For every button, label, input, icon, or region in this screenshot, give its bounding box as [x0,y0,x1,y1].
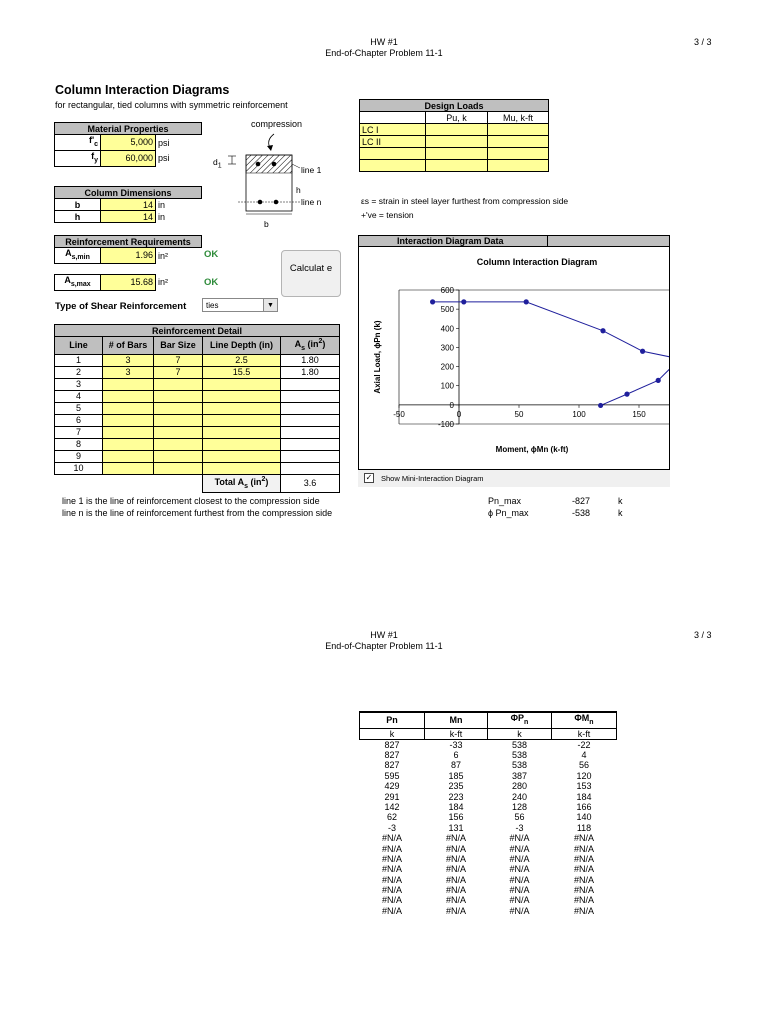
pn-cell: 595 [384,770,400,781]
phi-pn-cell: 280 [511,781,528,792]
mn-cell: 235 [448,781,464,792]
shear-label: Type of Shear Reinforcement [55,301,187,312]
total-as-value: 3.6 [281,474,340,492]
phi-pn-cell: #N/A [509,885,530,896]
bar-size-input[interactable] [154,402,203,414]
y-tick-label: 200 [440,362,454,372]
asmin-value: 1.96 [101,248,156,264]
shear-type-value: ties [206,301,219,310]
bars-input[interactable] [103,402,154,414]
table-row [360,864,617,874]
as-value: 1.80 [281,354,340,366]
reinf-row [55,378,340,390]
pn-cell: 291 [384,791,400,802]
y-tick-label: 400 [440,324,454,334]
bars-input[interactable] [103,462,154,474]
unit-phi-mn: k-ft [552,728,617,739]
phi-pn-cell: 538 [511,749,528,760]
bar-size-input[interactable] [154,438,203,450]
y-tick-label: -100 [437,420,454,429]
table-row [360,781,617,791]
sketch-compression-label: compression [251,119,303,129]
header-title: HW #1 [370,37,398,47]
page-subtitle: for rectangular, tied columns with symmetric reinforcement [55,100,288,110]
lc-label[interactable]: LC I [360,124,426,136]
reinf-line-number: 4 [55,390,103,402]
phi-pn-max-unit: k [618,508,623,518]
mn-cell: 6 [453,749,459,760]
as-value [281,402,340,414]
bars-input[interactable] [103,450,154,462]
mn-cell: 156 [448,812,464,823]
interaction-chart [359,248,669,468]
as-value [281,426,340,438]
phi-mn-cell: 184 [576,791,592,802]
reinf-row [55,462,340,474]
design-loads-heading: Design Loads [360,100,549,112]
mn-cell: #N/A [445,833,466,844]
asmax-ok-status: OK [204,277,219,288]
reinf-line-number: 7 [55,426,103,438]
pn-cell: 429 [384,781,400,792]
as-value [281,414,340,426]
fy-unit: psi [158,153,170,164]
x-axis-label: Moment, ϕMn (k-ft) [495,445,569,454]
mn-cell: 131 [448,822,464,833]
unit-phi-pn: k [488,728,552,739]
mn-cell: #N/A [445,905,466,916]
table-row [360,906,617,916]
sketch-line1-label: line 1 [301,165,322,175]
sketch-b-label: b [264,219,269,229]
b-label: b [55,199,101,211]
pn-cell: #N/A [381,905,402,916]
phi-mn-cell: #N/A [573,895,594,906]
table-row [360,791,617,801]
h-label: h [55,211,101,223]
dims-heading: Column Dimensions [55,187,202,199]
bar-size-input[interactable] [154,426,203,438]
mn-cell: #N/A [445,843,466,854]
page-number-page2: 3 / 3 [694,630,712,640]
col-bars: # of Bars [103,337,154,355]
mn-cell: #N/A [445,864,466,875]
lc-mu-input[interactable] [488,136,549,148]
col-phi-pn: $\Phi P_n$ [488,712,552,728]
phi-mn-cell: #N/A [573,905,594,916]
table-row [360,750,617,760]
mini-diagram-label: Show Mini-Interaction Diagram [381,474,484,483]
reinforcement-detail-table [54,324,340,493]
x-tick-label: -50 [393,409,405,419]
pn-cell: 827 [384,760,400,771]
line-depth-input[interactable] [203,390,281,402]
phi-pn-cell: 56 [514,812,525,823]
line-depth-input[interactable] [203,378,281,390]
lc-pu-input[interactable] [426,136,488,148]
phi-pn-max-value: -538 [572,508,591,518]
y-tick-label: 0 [449,400,454,410]
table-row [360,802,617,812]
rebar-top-left [256,162,261,167]
reinf-row [55,390,340,402]
y-tick-label: 100 [440,381,454,391]
col-phi-mn: $\Phi M_n$ [552,712,617,728]
as-value: 1.80 [281,366,340,378]
x-tick-label: 0 [456,409,462,419]
phi-pn-cell: #N/A [509,905,530,916]
table-row [360,854,617,864]
phi-mn-cell: 120 [576,770,592,781]
phi-pn-cell: #N/A [509,864,530,875]
phi-pn-cell: -3 [515,822,524,833]
pn-cell: 62 [386,812,397,823]
phi-mn-cell: #N/A [573,843,594,854]
bar-size-input[interactable] [154,462,203,474]
page-number: 3 / 3 [694,37,712,47]
bar-size-input[interactable]: 7 [154,366,203,378]
col-as: $A_s$ $(in^2)$ [281,337,340,355]
design-loads-table [359,99,549,172]
table-row [360,843,617,853]
reinf-row [55,414,340,426]
note-line1: line 1 is the line of reinforcement closest to the compression side [62,496,320,506]
mn-cell: #N/A [445,874,466,885]
reinf-row [55,402,340,414]
x-tick-label: 50 [514,409,524,419]
chevron-down-icon[interactable]: ▼ [263,299,277,311]
series-line [433,302,669,359]
sketch-h-label: h [296,185,301,195]
col-mu: Mu, k-ft [488,112,549,124]
asmin-unit: in² [158,250,169,261]
bar-size-input[interactable] [154,450,203,462]
lc-mu-input[interactable] [488,160,549,172]
table-row [360,823,617,833]
reinf-req-heading: Reinforcement Requirements [55,236,202,248]
phi-mn-cell: #N/A [573,874,594,885]
table-row [360,833,617,843]
line-depth-input[interactable] [203,426,281,438]
mn-cell: 223 [448,791,464,802]
reinf-line-number: 6 [55,414,103,426]
table-row [360,739,617,750]
sketch-linen-label: line n [301,197,322,207]
tension-note: +'ve = tension [361,210,414,220]
line-depth-input[interactable] [203,414,281,426]
col-pn: Pn [360,712,425,728]
lc-label[interactable] [360,160,426,172]
reinf-row [55,438,340,450]
pn-cell: #N/A [381,833,402,844]
note-linen: line n is the line of reinforcement furthest from the compression side [62,508,333,518]
reinf-line-number: 8 [55,438,103,450]
pn-cell: 142 [384,801,400,812]
line-depth-input[interactable]: 2.5 [203,354,281,366]
header-problem: End-of-Chapter Problem 11-1 [325,48,443,58]
reinforcement-requirements-table [54,235,202,264]
data-point [461,299,466,304]
lc-pu-input[interactable] [426,160,488,172]
bars-input[interactable] [103,390,154,402]
pn-cell: #N/A [381,874,402,885]
rebar-top-right [272,162,277,167]
pn-cell: 827 [384,739,400,750]
bars-input[interactable] [103,426,154,438]
pn-cell: -3 [387,822,396,833]
reinf-row [55,354,340,366]
fy-label: $f_y$ [55,150,101,166]
phi-mn-cell: #N/A [573,833,594,844]
line-depth-input[interactable] [203,438,281,450]
reinf-line-number: 5 [55,402,103,414]
reinf-line-number: 10 [55,462,103,474]
table-row [360,771,617,781]
pn-cell: #N/A [381,843,402,854]
column-section-sketch [208,130,358,230]
page-title: Column Interaction Diagrams [55,83,230,97]
mn-cell: -33 [449,739,463,750]
phi-mn-cell: -22 [577,739,591,750]
asmax-unit: in² [158,277,169,288]
table-row [360,885,617,895]
compression-zone [246,155,292,173]
phi-pn-cell: 387 [511,770,528,781]
phi-pn-cell: #N/A [509,843,530,854]
design-loads-blank-header [360,112,426,124]
as-value [281,438,340,450]
material-properties-table [54,122,202,167]
phi-pn-cell: #N/A [509,874,530,885]
chart-title: Column Interaction Diagram [476,257,598,267]
h-input[interactable]: 14 [101,211,156,223]
phi-mn-cell: #N/A [573,853,594,864]
h-unit: in [158,211,166,222]
data-point [430,299,435,304]
column-dimensions-table [54,186,202,223]
header-title-page2: HW #1 [370,630,398,640]
bars-input[interactable] [103,414,154,426]
phi-pn-cell: #N/A [509,833,530,844]
lc-pu-input[interactable] [426,148,488,160]
table-row [360,895,617,905]
mn-cell: #N/A [445,853,466,864]
col-pu: Pu, k [426,112,488,124]
phi-pn-cell: #N/A [509,853,530,864]
bar-size-input[interactable] [154,378,203,390]
phi-mn-cell: 166 [576,801,592,812]
phi-mn-cell: 153 [576,781,592,792]
phi-mn-cell: 118 [576,822,592,833]
asmin-ok-status: OK [204,249,219,260]
table-row [360,874,617,884]
strain-note: εs = strain in steel layer furthest from compression side [361,196,569,206]
lc-label[interactable] [360,148,426,160]
fc-unit: psi [158,137,170,148]
phi-mn-cell: 4 [581,749,587,760]
data-point [598,403,603,408]
col-line: Line [55,337,103,355]
phi-mn-cell: #N/A [573,864,594,875]
phi-pn-cell: 128 [511,801,528,812]
data-point [640,349,645,354]
phi-pn-cell: #N/A [509,895,530,906]
phi-pn-cell: 240 [511,791,528,802]
bars-input[interactable]: 3 [103,366,154,378]
mn-cell: #N/A [445,885,466,896]
reinf-line-number: 2 [55,366,103,378]
as-value [281,462,340,474]
shear-type-select[interactable] [202,298,278,312]
table-row [360,812,617,822]
reinf-line-number: 1 [55,354,103,366]
data-point [600,328,605,333]
phi-pn-cell: 538 [511,739,528,750]
x-tick-label: 150 [632,409,646,419]
line-depth-input[interactable]: 15.5 [203,366,281,378]
phi-pn-max-label: ϕ Pn_max [488,508,529,518]
reinf-row [55,366,340,378]
mini-diagram-checkbox[interactable]: ✓ [365,473,373,482]
line-depth-input[interactable] [203,402,281,414]
col-bar-size: Bar Size [154,337,203,355]
data-point [524,299,529,304]
pn-cell: #N/A [381,853,402,864]
phi-mn-cell: 56 [578,760,589,771]
col-mn: Mn [425,712,488,728]
fy-input[interactable]: 60,000 [101,150,156,166]
calculate-button[interactable]: Calculat e [281,250,341,297]
sketch-d1-label: $d_1$ [213,157,222,170]
b-unit: in [158,199,166,210]
pn-cell: 827 [384,749,400,760]
lc-mu-input[interactable] [488,148,549,160]
total-as-label: Total $A_s$ $(in^2)$ [203,474,281,492]
table-row [360,760,617,770]
phi-mn-cell: #N/A [573,885,594,896]
phi-mn-cell: 140 [576,812,592,823]
reinf-row [55,450,340,462]
fc-input[interactable]: 5,000 [101,135,156,151]
pn-cell: #N/A [381,895,402,906]
unit-pn: k [360,728,425,739]
unit-mn: k-ft [425,728,488,739]
y-tick-label: 500 [440,305,454,315]
bars-input[interactable]: 3 [103,354,154,366]
chart-panel-heading: Interaction Diagram Data [358,235,670,247]
as-value [281,390,340,402]
lc-mu-input[interactable] [488,124,549,136]
col-line-depth: Line Depth (in) [203,337,281,355]
reinf-row [55,426,340,438]
data-point [656,378,661,383]
reinf-line-number: 9 [55,450,103,462]
pn-cell: #N/A [381,885,402,896]
mn-cell: 185 [448,770,464,781]
interaction-data-table [359,711,617,916]
asmax-table [54,274,202,291]
pn-max-value: -827 [572,496,591,506]
pn-max-label: Pn_max [488,496,522,506]
asmax-label: $A_{s,max}$ [55,275,101,291]
lc-pu-input[interactable] [426,124,488,136]
bars-input[interactable] [103,438,154,450]
lc-label[interactable]: LC II [360,136,426,148]
b-input[interactable]: 14 [101,199,156,211]
mn-cell: 87 [450,760,461,771]
reinf-line-number: 3 [55,378,103,390]
bar-size-input[interactable] [154,390,203,402]
reinf-detail-heading: Reinforcement Detail [55,325,340,337]
header-problem-page2: End-of-Chapter Problem 11-1 [325,641,443,651]
pn-max-unit: k [618,496,623,506]
bars-input[interactable] [103,378,154,390]
line-depth-input[interactable] [203,450,281,462]
mn-cell: #N/A [445,895,466,906]
bar-size-input[interactable]: 7 [154,354,203,366]
as-value [281,450,340,462]
data-point [624,392,629,397]
fc-label: $f'_c$ [55,135,101,151]
y-tick-label: 300 [440,343,454,353]
pn-cell: #N/A [381,864,402,875]
asmax-value: 15.68 [101,275,156,291]
y-tick-label: 600 [440,286,454,295]
as-value [281,378,340,390]
asmin-label: $A_{s,min}$ [55,248,101,264]
line-depth-input[interactable] [203,462,281,474]
phi-pn-cell: 538 [511,760,528,771]
material-heading: Material Properties [55,123,202,135]
x-tick-label: 100 [572,409,586,419]
y-axis-label: Axial Load, ϕPn (k) [373,320,382,394]
bar-size-input[interactable] [154,414,203,426]
mn-cell: 184 [448,801,464,812]
